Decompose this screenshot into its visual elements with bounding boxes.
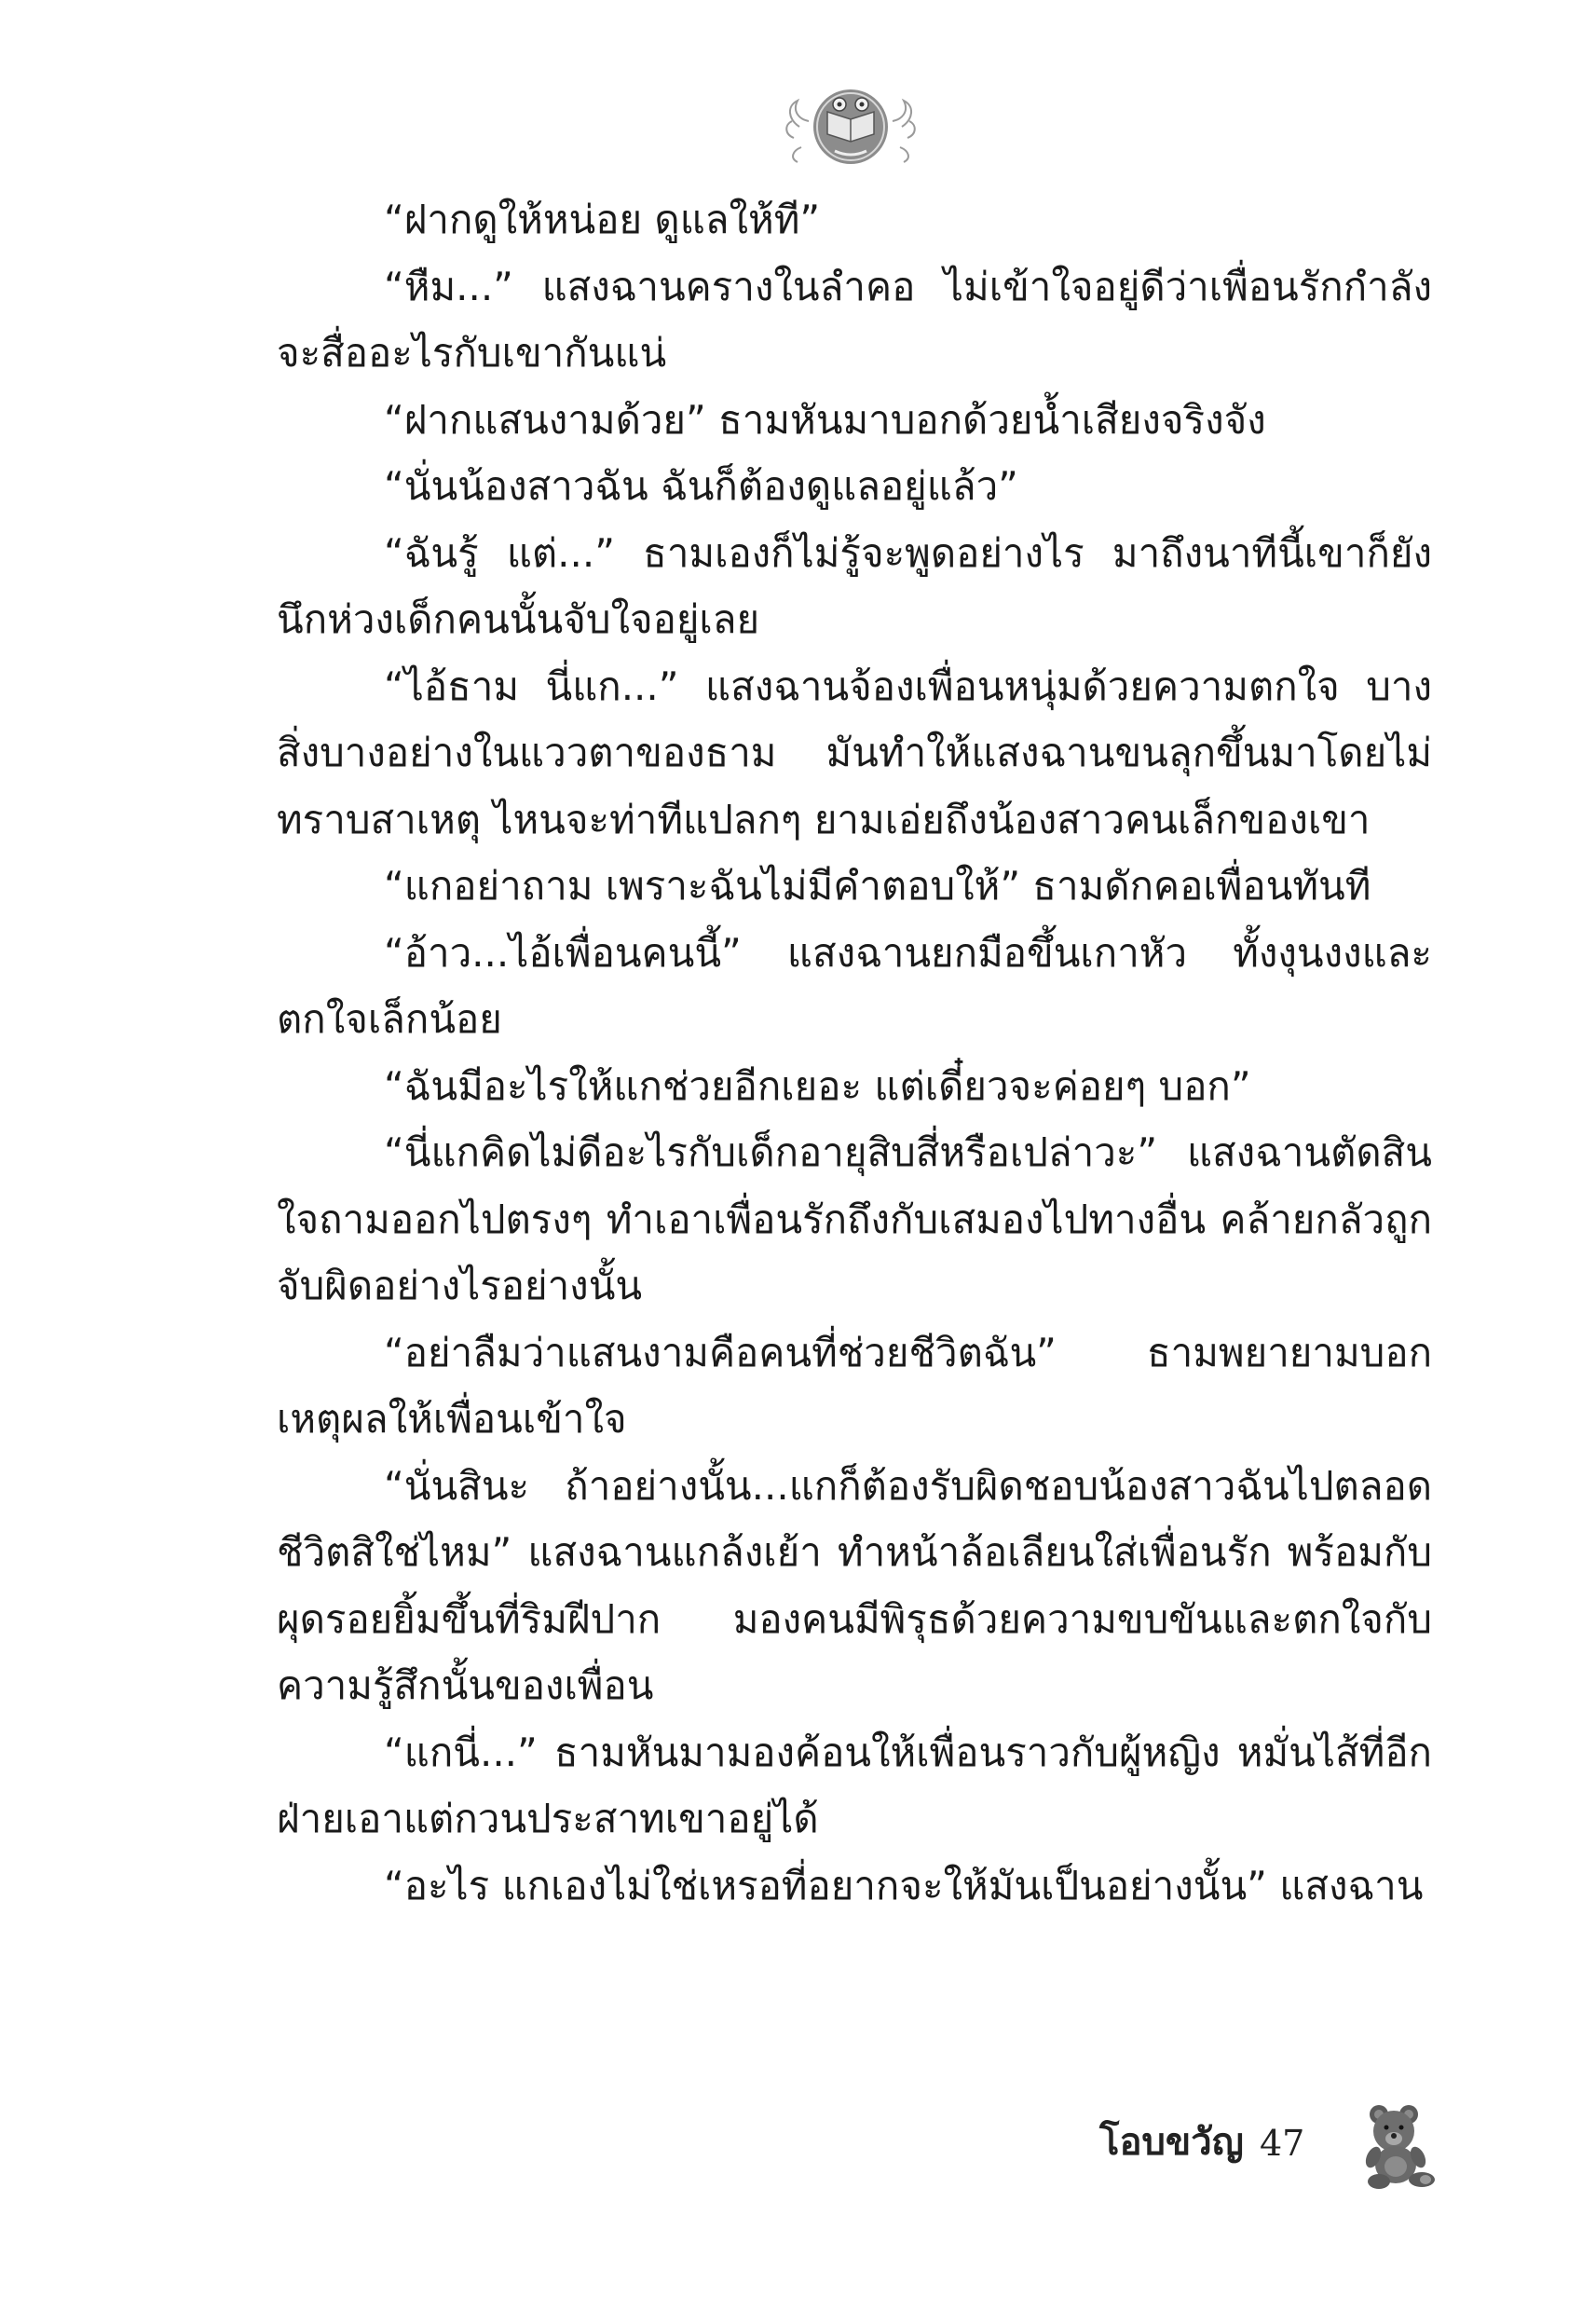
paragraph: “แกนี่...” ธามหันมามองค้อนให้เพื่อนราวกับผู้หญิง หมั่นไส้ที่อีกฝ่ายเอาแต่กวนประสาทเขาอยู่ได้ — [277, 1729, 1432, 1841]
paragraph: “อะไร แกเองไม่ใช่เหรอที่อยากจะให้มันเป็นอย่างนั้น” แสงฉาน — [384, 1862, 1424, 1908]
paragraph: “อ้าว...ไอ้เพื่อนคนนี้” แสงฉานยกมือขึ้นเกาหัว ทั้งงุนงงและตกใจเล็กน้อย — [277, 929, 1432, 1042]
paragraph: “ฝากแสนงามด้วย” ธามหันมาบอกด้วยน้ำเสียงจริงจัง — [384, 396, 1266, 443]
paragraph: “นั่นสินะ ถ้าอย่างนั้น...แกก็ต้องรับผิดชอบน้องสาวฉันไปตลอดชีวิตสิใช่ไหม” แสงฉานแกล้งเย้า ทำหน้าล้อเลียนใส่เพื่อนรัก พร้อมกับผุดรอยยิ้มขึ้นที่ริมฝีปาก มองคนมีพิรุธด้วยความขบขันและตกใจกับความรู้สึกนั้นของเพื่อน — [277, 1462, 1432, 1708]
paragraph: “อย่าลืมว่าแสนงามคือคนที่ช่วยชีวิตฉัน” ธามพยายามบอกเหตุผลให้เพื่อนเข้าใจ — [277, 1329, 1432, 1442]
paragraph: “ฉันรู้ แต่...” ธามเองก็ไม่รู้จะพูดอย่างไร มาถึงนาทีนี้เขาก็ยังนึกห่วงเด็กคนนั้นจับใจอยู่เลย — [277, 529, 1432, 642]
book-emblem-logo — [781, 73, 921, 175]
book-title: โอบขวัญ — [1099, 2121, 1244, 2164]
paragraph: “ฉันมีอะไรให้แกช่วยอีกเยอะ แต่เดี๋ยวจะค่อยๆ บอก” — [384, 1062, 1251, 1109]
paragraph: “ฝากดูให้หน่อย ดูแลให้ที” — [384, 197, 821, 242]
page-footer — [1099, 2101, 1453, 2185]
body-text — [277, 186, 1432, 1919]
page-number: 47 — [1260, 2123, 1305, 2164]
teddy-bear-icon — [1351, 2101, 1440, 2191]
paragraph: “ไอ้ธาม นี่แก...” แสงฉานจ้องเพื่อนหนุ่มด้วยความตกใจ บางสิ่งบางอย่างในแววตาของธาม มันทำให้แสงฉานขนลุกขึ้นมาโดยไม่ทราบสาเหตุ ไหนจะท่าทีแปลกๆ ยามเอ่ยถึงน้องสาวคนเล็กของเขา — [277, 663, 1432, 842]
paragraph: “นั่นน้องสาวฉัน ฉันก็ต้องดูแลอยู่แล้ว” — [384, 463, 1018, 509]
paragraph: “แกอย่าถาม เพราะฉันไม่มีคำตอบให้” ธามดักคอเพื่อนทันที — [384, 863, 1371, 909]
paragraph: “หืม...” แสงฉานครางในลำคอ ไม่เข้าใจอยู่ดีว่าเพื่อนรักกำลังจะสื่ออะไรกับเขากันแน่ — [277, 263, 1432, 376]
paragraph: “นี่แกคิดไม่ดีอะไรกับเด็กอายุสิบสี่หรือเปล่าวะ” แสงฉานตัดสินใจถามออกไปตรงๆ ทำเอาเพื่อนรักถึงกับเสมองไปทางอื่น คล้ายกลัวถูกจับผิดอย่างไรอย่างนั้น — [277, 1129, 1432, 1308]
